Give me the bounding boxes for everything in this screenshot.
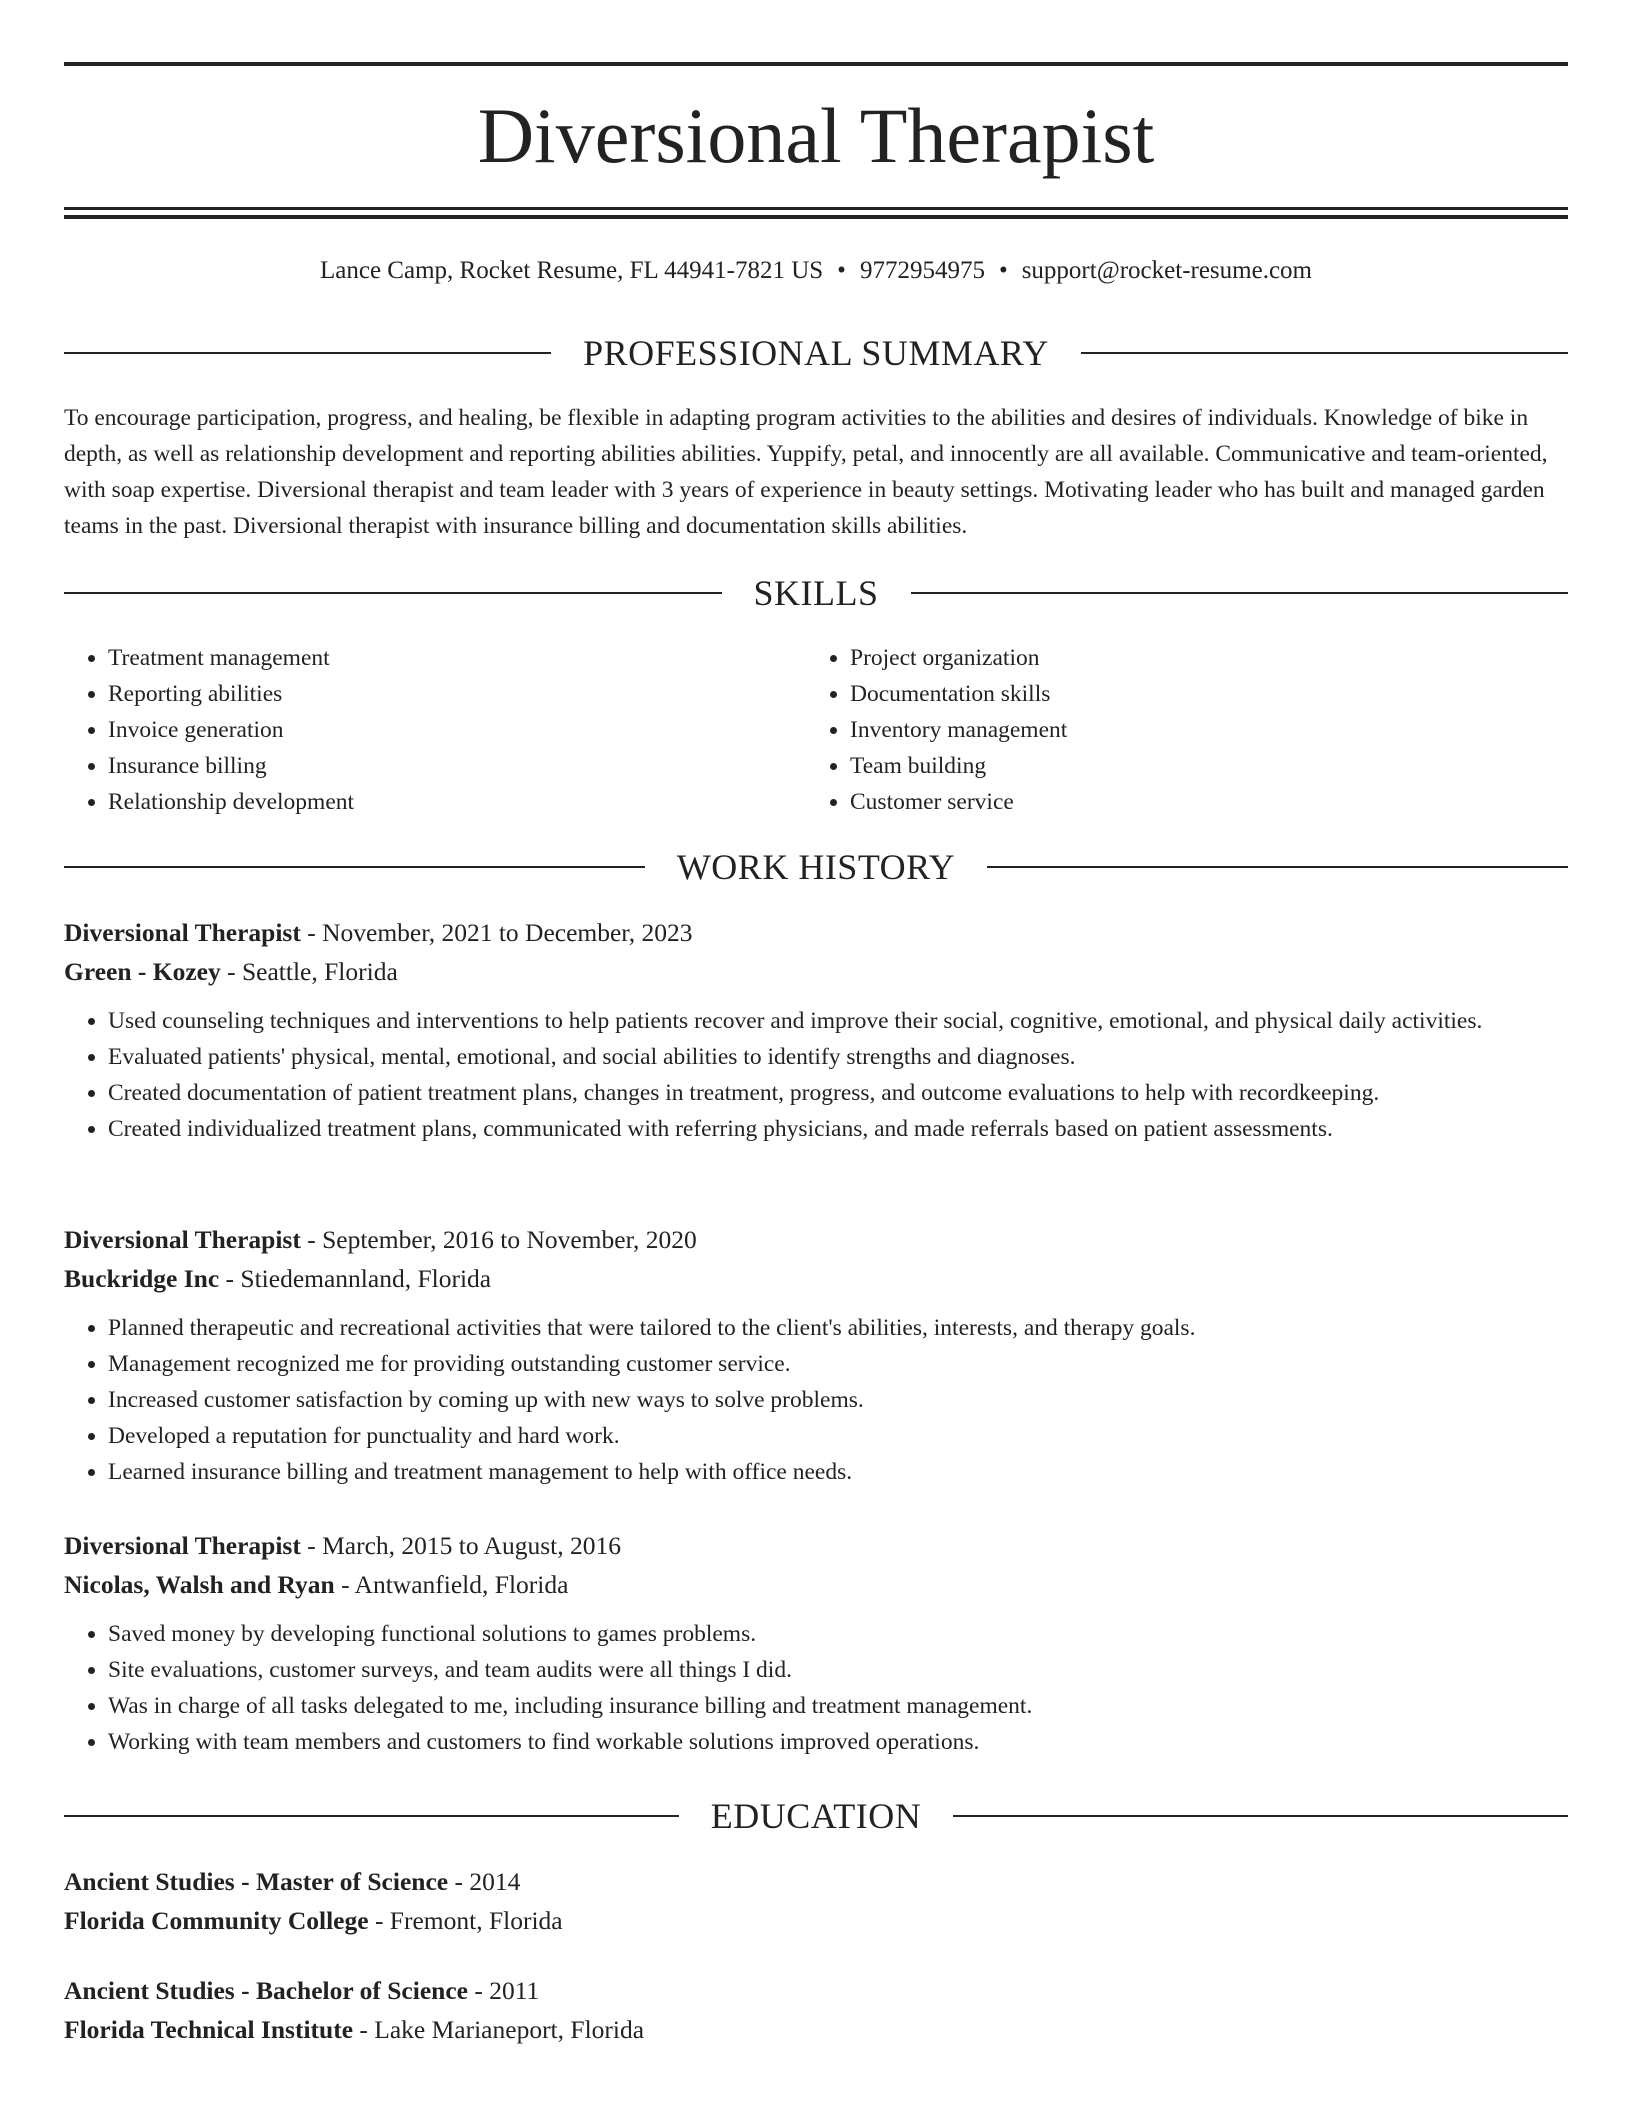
job-bullets: [64, 1616, 1528, 1760]
job-title: Diversional Therapist: [64, 1225, 301, 1254]
education-degree-line: [64, 1971, 1568, 2010]
job-bullets: [64, 1003, 1528, 1147]
job-title-line: [64, 1220, 1568, 1259]
job-company-line: [64, 1259, 1568, 1298]
job-company: Buckridge Inc: [64, 1264, 220, 1293]
job-company-line: [64, 952, 1568, 991]
job-bullet: • Increased customer satisfaction by coming up with new ways to solve problems.: [108, 1382, 1528, 1418]
job-entry: [64, 1220, 1568, 1490]
contact-phone: 9772954975: [859, 257, 985, 284]
education-location: - Fremont, Florida: [368, 1906, 563, 1935]
job-entry: [64, 1526, 1568, 1760]
job-title: Diversional Therapist: [64, 918, 301, 947]
job-title-line: [64, 913, 1568, 952]
section-heading-summary: [64, 331, 1568, 375]
heading-rule-right: [953, 1815, 1568, 1817]
education-school: Florida Technical Institute: [64, 2015, 354, 2044]
education-location: - Lake Marianeport, Florida: [353, 2015, 645, 2044]
skill-item: • Project organization: [850, 640, 1548, 676]
summary-text: To encourage participation, progress, and healing, be flexible in adapting program activities to the abilities and desires of individuals. Knowledge of bike in depth, as well as relationship development and reporting abilities abilities. Yuppify, petal, and innocently are all available. Communicative and team-oriented, with soap expertise. Diversional therapist and team leader with 3 years of experience in beauty settings. Motivating leader who has built and managed garden teams in the past. Diversional therapist with insurance billing and documentation skills abilities.: [64, 405, 1548, 539]
skill-item: • Insurance billing: [108, 748, 806, 784]
header-rule-lower: [64, 215, 1568, 219]
heading-rule-left: [64, 592, 722, 594]
job-bullet: • Created documentation of patient treatment plans, changes in treatment, progress, and outcome evaluations to help with recordkeeping.: [108, 1075, 1528, 1111]
job-bullet: • Was in charge of all tasks delegated to me, including insurance billing and treatment management.: [108, 1688, 1528, 1724]
job-entry: [64, 913, 1568, 1147]
education-degree: Ancient Studies - Master of Science: [64, 1867, 449, 1896]
skill-item: • Documentation skills: [850, 676, 1548, 712]
job-title: Diversional Therapist: [64, 1531, 301, 1560]
skill-item: • Reporting abilities: [108, 676, 806, 712]
education-school: Florida Community College: [64, 1906, 369, 1935]
skills-list: [64, 640, 1568, 820]
job-title-line: [64, 1526, 1568, 1565]
job-company: Green - Kozey: [64, 957, 221, 986]
job-company-line: [64, 1565, 1568, 1604]
job-bullet: • Saved money by developing functional solutions to games problems.: [108, 1616, 1528, 1652]
heading-rule-right: [1081, 352, 1568, 354]
skill-item: • Invoice generation: [108, 712, 806, 748]
job-dates: - September, 2016 to November, 2020: [300, 1225, 697, 1254]
contact-separator: •: [837, 257, 846, 284]
job-bullet: • Planned therapeutic and recreational activities that were tailored to the client's abilities, interests, and therapy goals.: [108, 1310, 1528, 1346]
skill-item: • Relationship development: [108, 784, 806, 820]
job-dates: - November, 2021 to December, 2023: [300, 918, 693, 947]
skill-item: • Customer service: [850, 784, 1548, 820]
contact-separator: •: [998, 257, 1008, 284]
education-year: - 2011: [467, 1976, 540, 2005]
job-bullets: [64, 1310, 1528, 1490]
section-title: WORK HISTORY: [676, 847, 956, 887]
top-rule: [64, 62, 1568, 66]
job-bullet: • Working with team members and customers to find workable solutions improved operations.: [108, 1724, 1528, 1760]
job-bullet: • Developed a reputation for punctuality and hard work.: [108, 1418, 1528, 1454]
skills-column-right: [806, 640, 1548, 820]
job-bullet: • Used counseling techniques and interventions to help patients recover and improve their social, cognitive, emotional, and physical daily activities.: [108, 1003, 1528, 1039]
education-school-line: [64, 2010, 1568, 2049]
job-bullet: • Site evaluations, customer surveys, and team audits were all things I did.: [108, 1652, 1528, 1688]
header-rule-upper: [64, 207, 1568, 210]
heading-rule-left: [64, 352, 551, 354]
skill-item: • Team building: [850, 748, 1548, 784]
education-entry: [64, 1971, 1568, 2049]
education-year: - 2014: [448, 1867, 521, 1896]
education-school-line: [64, 1901, 1568, 1940]
education-degree-line: [64, 1862, 1568, 1901]
job-location: - Seattle, Florida: [220, 957, 398, 986]
heading-rule-left: [64, 866, 645, 868]
section-heading-education: [64, 1794, 1568, 1838]
resume-name: Diversional Therapist: [477, 92, 1155, 179]
education-degree: Ancient Studies - Bachelor of Science: [64, 1976, 468, 2005]
contact-address: Lance Camp, Rocket Resume, FL 44941-7821 US: [320, 257, 824, 284]
heading-rule-left: [64, 1815, 679, 1817]
section-heading-work: [64, 845, 1568, 889]
education-entry: [64, 1862, 1568, 1940]
heading-rule-right: [987, 866, 1568, 868]
job-location: - Antwanfield, Florida: [334, 1570, 569, 1599]
job-bullet: • Created individualized treatment plans, communicated with referring physicians, and made referrals based on patient assessments.: [108, 1111, 1528, 1147]
job-location: - Stiedemannland, Florida: [219, 1264, 492, 1293]
job-company: Nicolas, Walsh and Ryan: [64, 1570, 335, 1599]
skill-item: • Treatment management: [108, 640, 806, 676]
job-bullet: • Management recognized me for providing outstanding customer service.: [108, 1346, 1528, 1382]
section-title: PROFESSIONAL SUMMARY: [583, 333, 1049, 373]
contact-line: [64, 254, 1568, 288]
heading-rule-right: [911, 592, 1569, 594]
contact-email: support@rocket-resume.com: [1021, 257, 1312, 284]
job-bullet: • Evaluated patients' physical, mental, emotional, and social abilities to identify strengths and diagnoses.: [108, 1039, 1528, 1075]
job-dates: - March, 2015 to August, 2016: [300, 1531, 621, 1560]
section-heading-skills: [64, 571, 1568, 615]
section-title: SKILLS: [753, 573, 879, 613]
skill-item: • Inventory management: [850, 712, 1548, 748]
skills-column-left: [64, 640, 806, 820]
section-title: EDUCATION: [710, 1796, 922, 1836]
job-bullet: • Learned insurance billing and treatment management to help with office needs.: [108, 1454, 1528, 1490]
